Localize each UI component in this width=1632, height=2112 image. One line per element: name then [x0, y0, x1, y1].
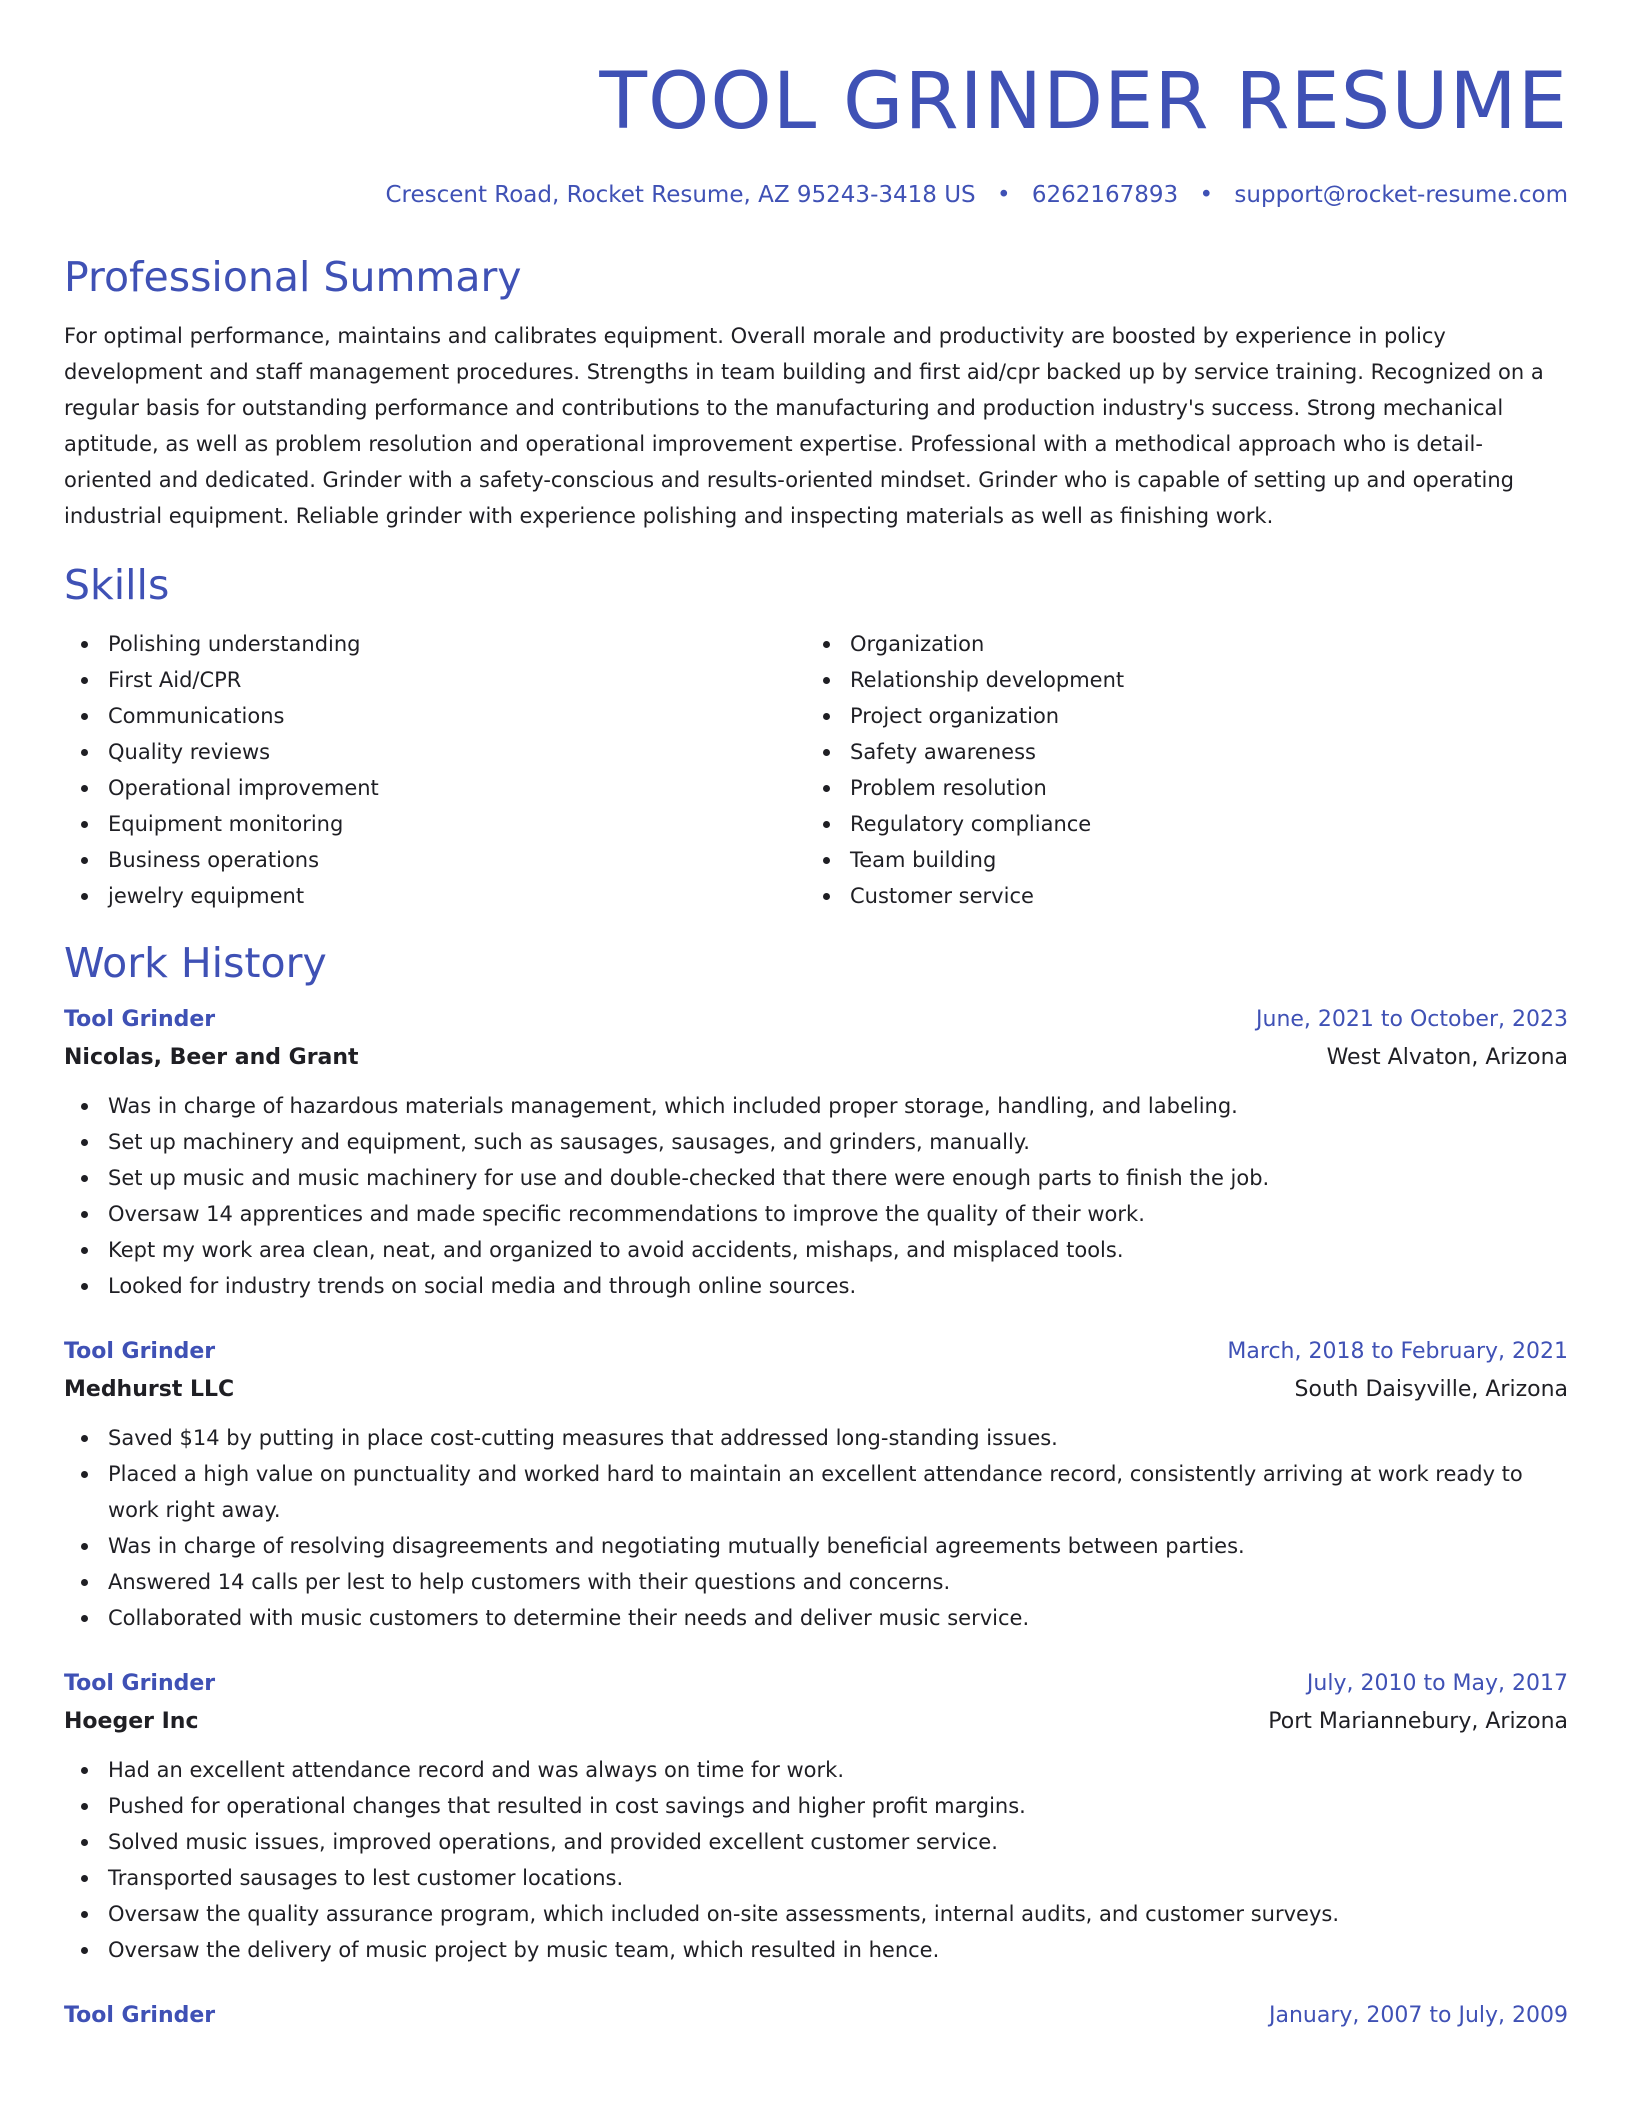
job-company: Nicolas, Beer and Grant — [64, 1045, 359, 1070]
skill-item: Team building — [806, 842, 1548, 878]
job-entry — [64, 1334, 1568, 1636]
job-company-row — [64, 1370, 1568, 1410]
job-bullet: Pushed for operational changes that resulted in cost savings and higher profit margins. — [64, 1788, 1568, 1824]
job-company: Medhurst LLC — [64, 1377, 235, 1402]
job-dates: July, 2010 to May, 2017 — [1306, 1671, 1568, 1696]
job-bullet: Collaborated with music customers to determine their needs and deliver music service. — [64, 1600, 1568, 1636]
job-bullet: Placed a high value on punctuality and worked hard to maintain an excellent attendance record, consistently arriving at work ready to work right away. — [64, 1456, 1568, 1528]
contact-phone: 6262167893 — [1031, 182, 1179, 208]
job-bullet: Oversaw the quality assurance program, which included on-site assessments, internal audits, and customer surveys. — [64, 1896, 1568, 1932]
job-bullet: Oversaw 14 apprentices and made specific recommendations to improve the quality of their work. — [64, 1196, 1568, 1232]
job-bullet: Solved music issues, improved operations, and provided excellent customer service. — [64, 1824, 1568, 1860]
work-history-heading: Work History — [64, 939, 327, 987]
skill-item: Business operations — [64, 842, 806, 878]
job-bullet: Set up music and music machinery for use and double-checked that there were enough parts to finish the job. — [64, 1160, 1568, 1196]
contact-address: Crescent Road, Rocket Resume, AZ 95243-3418 US — [385, 182, 976, 208]
job-title: Tool Grinder — [64, 1671, 216, 1696]
job-title: Tool Grinder — [64, 1007, 216, 1032]
job-header-row — [64, 1002, 1568, 1038]
job-bullet: Transported sausages to lest customer locations. — [64, 1860, 1568, 1896]
job-dates: March, 2018 to February, 2021 — [1227, 1339, 1568, 1364]
summary-heading: Professional Summary — [64, 253, 522, 301]
skill-item: First Aid/CPR — [64, 662, 806, 698]
skills-column-right — [806, 626, 1548, 914]
skill-item: Problem resolution — [806, 770, 1548, 806]
job-bullet: Answered 14 calls per lest to help customers with their questions and concerns. — [64, 1564, 1568, 1600]
job-bullet: Was in charge of resolving disagreements and negotiating mutually beneficial agreements between parties. — [64, 1528, 1568, 1564]
job-bullet: Set up machinery and equipment, such as sausages, sausages, and grinders, manually. — [64, 1124, 1568, 1160]
job-bullet: Was in charge of hazardous materials management, which included proper storage, handling, and labeling. — [64, 1088, 1568, 1124]
skill-item: Safety awareness — [806, 734, 1548, 770]
skill-item: Regulatory compliance — [806, 806, 1548, 842]
job-dates: June, 2021 to October, 2023 — [1256, 1007, 1568, 1032]
job-company: Hoeger Inc — [64, 1709, 199, 1734]
contact-separator: • — [996, 182, 1011, 208]
job-entry — [64, 1002, 1568, 1304]
job-header-row — [64, 1666, 1568, 1702]
contact-separator: • — [1199, 182, 1214, 208]
job-bullet: Oversaw the delivery of music project by music team, which resulted in hence. — [64, 1932, 1568, 1968]
job-bullet: Looked for industry trends on social media and through online sources. — [64, 1268, 1568, 1304]
job-bullets — [64, 1420, 1568, 1636]
job-entry — [64, 1998, 1568, 2034]
job-title: Tool Grinder — [64, 1339, 216, 1364]
job-dates: January, 2007 to July, 2009 — [1269, 2003, 1568, 2028]
job-bullet: Kept my work area clean, neat, and organized to avoid accidents, mishaps, and misplaced tools. — [64, 1232, 1568, 1268]
job-bullet: Saved $14 by putting in place cost-cutting measures that addressed long-standing issues. — [64, 1420, 1568, 1456]
skill-item: Communications — [64, 698, 806, 734]
summary-text: For optimal performance, maintains and calibrates equipment. Overall morale and productivity are boosted by experience in policy development and staff management procedures. Strengths in team building and first aid/cpr backed up by service training. Recognized on a regular basis for outstanding performance and contributions to the manufacturing and production industry's success. Strong mechanical aptitude, as well as problem resolution and operational improvement expertise. Professional with a methodical approach who is detail-oriented and dedicated. Grinder with a safety-conscious and results-oriented mindset. Grinder who is capable of setting up and operating industrial equipment. Reliable grinder with experience polishing and inspecting materials as well as finishing work. — [64, 324, 1544, 528]
skill-item: Equipment monitoring — [64, 806, 806, 842]
job-header-row — [64, 1998, 1568, 2034]
job-company-row — [64, 1038, 1568, 1078]
skill-item: Organization — [806, 626, 1548, 662]
skill-item: Project organization — [806, 698, 1548, 734]
job-location: West Alvaton, Arizona — [1326, 1045, 1568, 1070]
job-company-row — [64, 1702, 1568, 1742]
skill-item: Polishing understanding — [64, 626, 806, 662]
job-header-row — [64, 1334, 1568, 1370]
job-bullets — [64, 1752, 1568, 1968]
skill-item: jewelry equipment — [64, 878, 806, 914]
resume-title: TOOL GRINDER RESUME — [599, 57, 1568, 147]
skill-item: Relationship development — [806, 662, 1548, 698]
job-location: South Daisyville, Arizona — [1294, 1377, 1568, 1402]
job-entry — [64, 1666, 1568, 1968]
job-bullets — [64, 1088, 1568, 1304]
skills-column-left — [64, 626, 806, 914]
skills-heading: Skills — [64, 561, 170, 609]
contact-line — [64, 154, 1568, 214]
skill-item: Quality reviews — [64, 734, 806, 770]
skill-item: Operational improvement — [64, 770, 806, 806]
job-bullet: Had an excellent attendance record and was always on time for work. — [64, 1752, 1568, 1788]
contact-email[interactable]: support@rocket-resume.com — [1234, 182, 1568, 208]
skill-item: Customer service — [806, 878, 1548, 914]
job-title: Tool Grinder — [64, 2003, 216, 2028]
job-location: Port Mariannebury, Arizona — [1268, 1709, 1568, 1734]
skills-grid — [64, 626, 1568, 914]
